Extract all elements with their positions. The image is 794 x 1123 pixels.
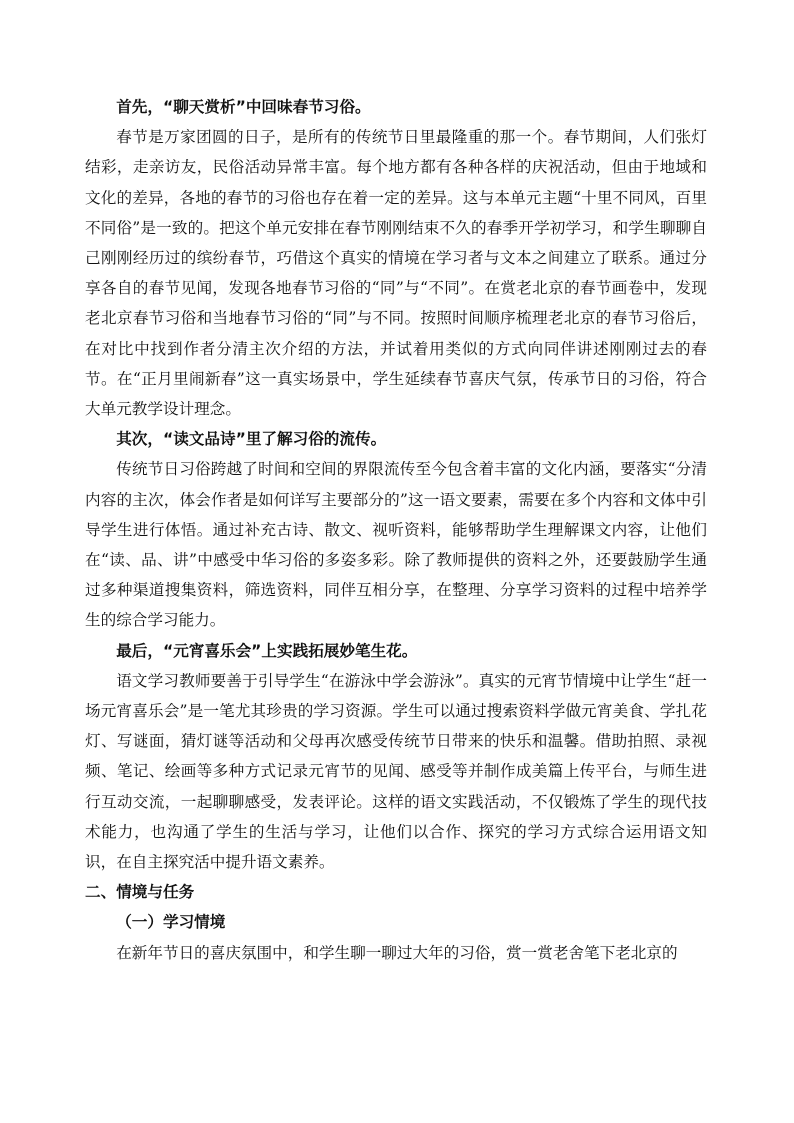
section-heading-spring-festival: 首先，“聊天赏析”中回味春节习俗。 <box>116 98 371 116</box>
paragraph-reading: 传统节日习俗跨越了时间和空间的界限流传至今包含着丰富的文化内涵，要落实“分清内容的主次，体会作者是如何详写主要部分的”这一语文要素，需要在多个内容和文体中引导学生进行体悟。通过补充古诗、散文、视听资料，能够帮助学生理解课文内容，让他们在“读、品、讲”中感受中华习俗的多姿多彩。除了教师提供的资料之外，还要鼓励学生通过多种渠道搜集资料，筛选资料，同伴互相分享，在整理、分享学习资料的过程中培养学生的综合学习能力。 <box>85 460 707 630</box>
document-page <box>85 92 707 968</box>
paragraph-lantern: 语文学习教师要善于引导学生“在游泳中学会游泳”。真实的元宵节情境中让学生“赶一场元宵喜乐会”是一笔尤其珍贵的学习资源。学生可以通过搜索资料学做元宵美食、学扎花灯、写谜面，猜灯谜等活动和父母再次感受传统节日带来的快乐和温馨。借助拍照、录视频、笔记、绘画等多种方式记录元宵节的见闻、感受等并制作成美篇上传平台，与师生进行互动交流，一起聊聊感受，发表评论。这样的语文实践活动，不仅锻炼了学生的现代技术能力，也沟通了学生的生活与学习，让他们以合作、探究的学习方式综合运用语文知识，在自主探究活中提升语文素养。 <box>85 671 707 872</box>
chapter-heading-situation-task: 二、情境与任务 <box>85 883 195 902</box>
section-heading-lantern: 最后，“元宵喜乐会”上实践拓展妙笔生花。 <box>116 641 418 660</box>
subheading-learning-situation: （一）学习情境 <box>116 913 226 932</box>
paragraph-learning-situation: 在新年节日的喜庆氛围中，和学生聊一聊过大年的习俗，赏一赏老舍笔下老北京的 <box>116 943 678 962</box>
section-heading-reading: 其次，“读文品诗”里了解习俗的流传。 <box>116 430 387 449</box>
paragraph-spring-festival: 春节是万家团圆的日子，是所有的传统节日里最隆重的那一个。春节期间，人们张灯结彩，走亲访友，民俗活动异常丰富。每个地方都有各种各样的庆祝活动，但由于地域和文化的差异，各地的春节的习俗也存在着一定的差异。这与本单元主题“十里不同风，百里不同俗”是一致的。把这个单元安排在春节刚刚结束不久的春季开学初学习，和学生聊聊自己刚刚经历过的缤纷春节，巧借这个真实的情境在学习者与文本之间建立了联系。通过分享各自的春节见闻，发现各地春节习俗的“同”与“不同”。在赏老北京的春节画卷中，发现老北京春节习俗和当地春节习俗的“同”与不同。按照时间顺序梳理老北京的春节习俗后，在对比中找到作者分清主次介绍的方法，并试着用类似的方式向同伴讲述刚刚过去的春节。在“正月里闹新春”这一真实场景中，学生延续春节喜庆气氛，传承节日的习俗，符合大单元教学设计理念。 <box>85 128 707 419</box>
